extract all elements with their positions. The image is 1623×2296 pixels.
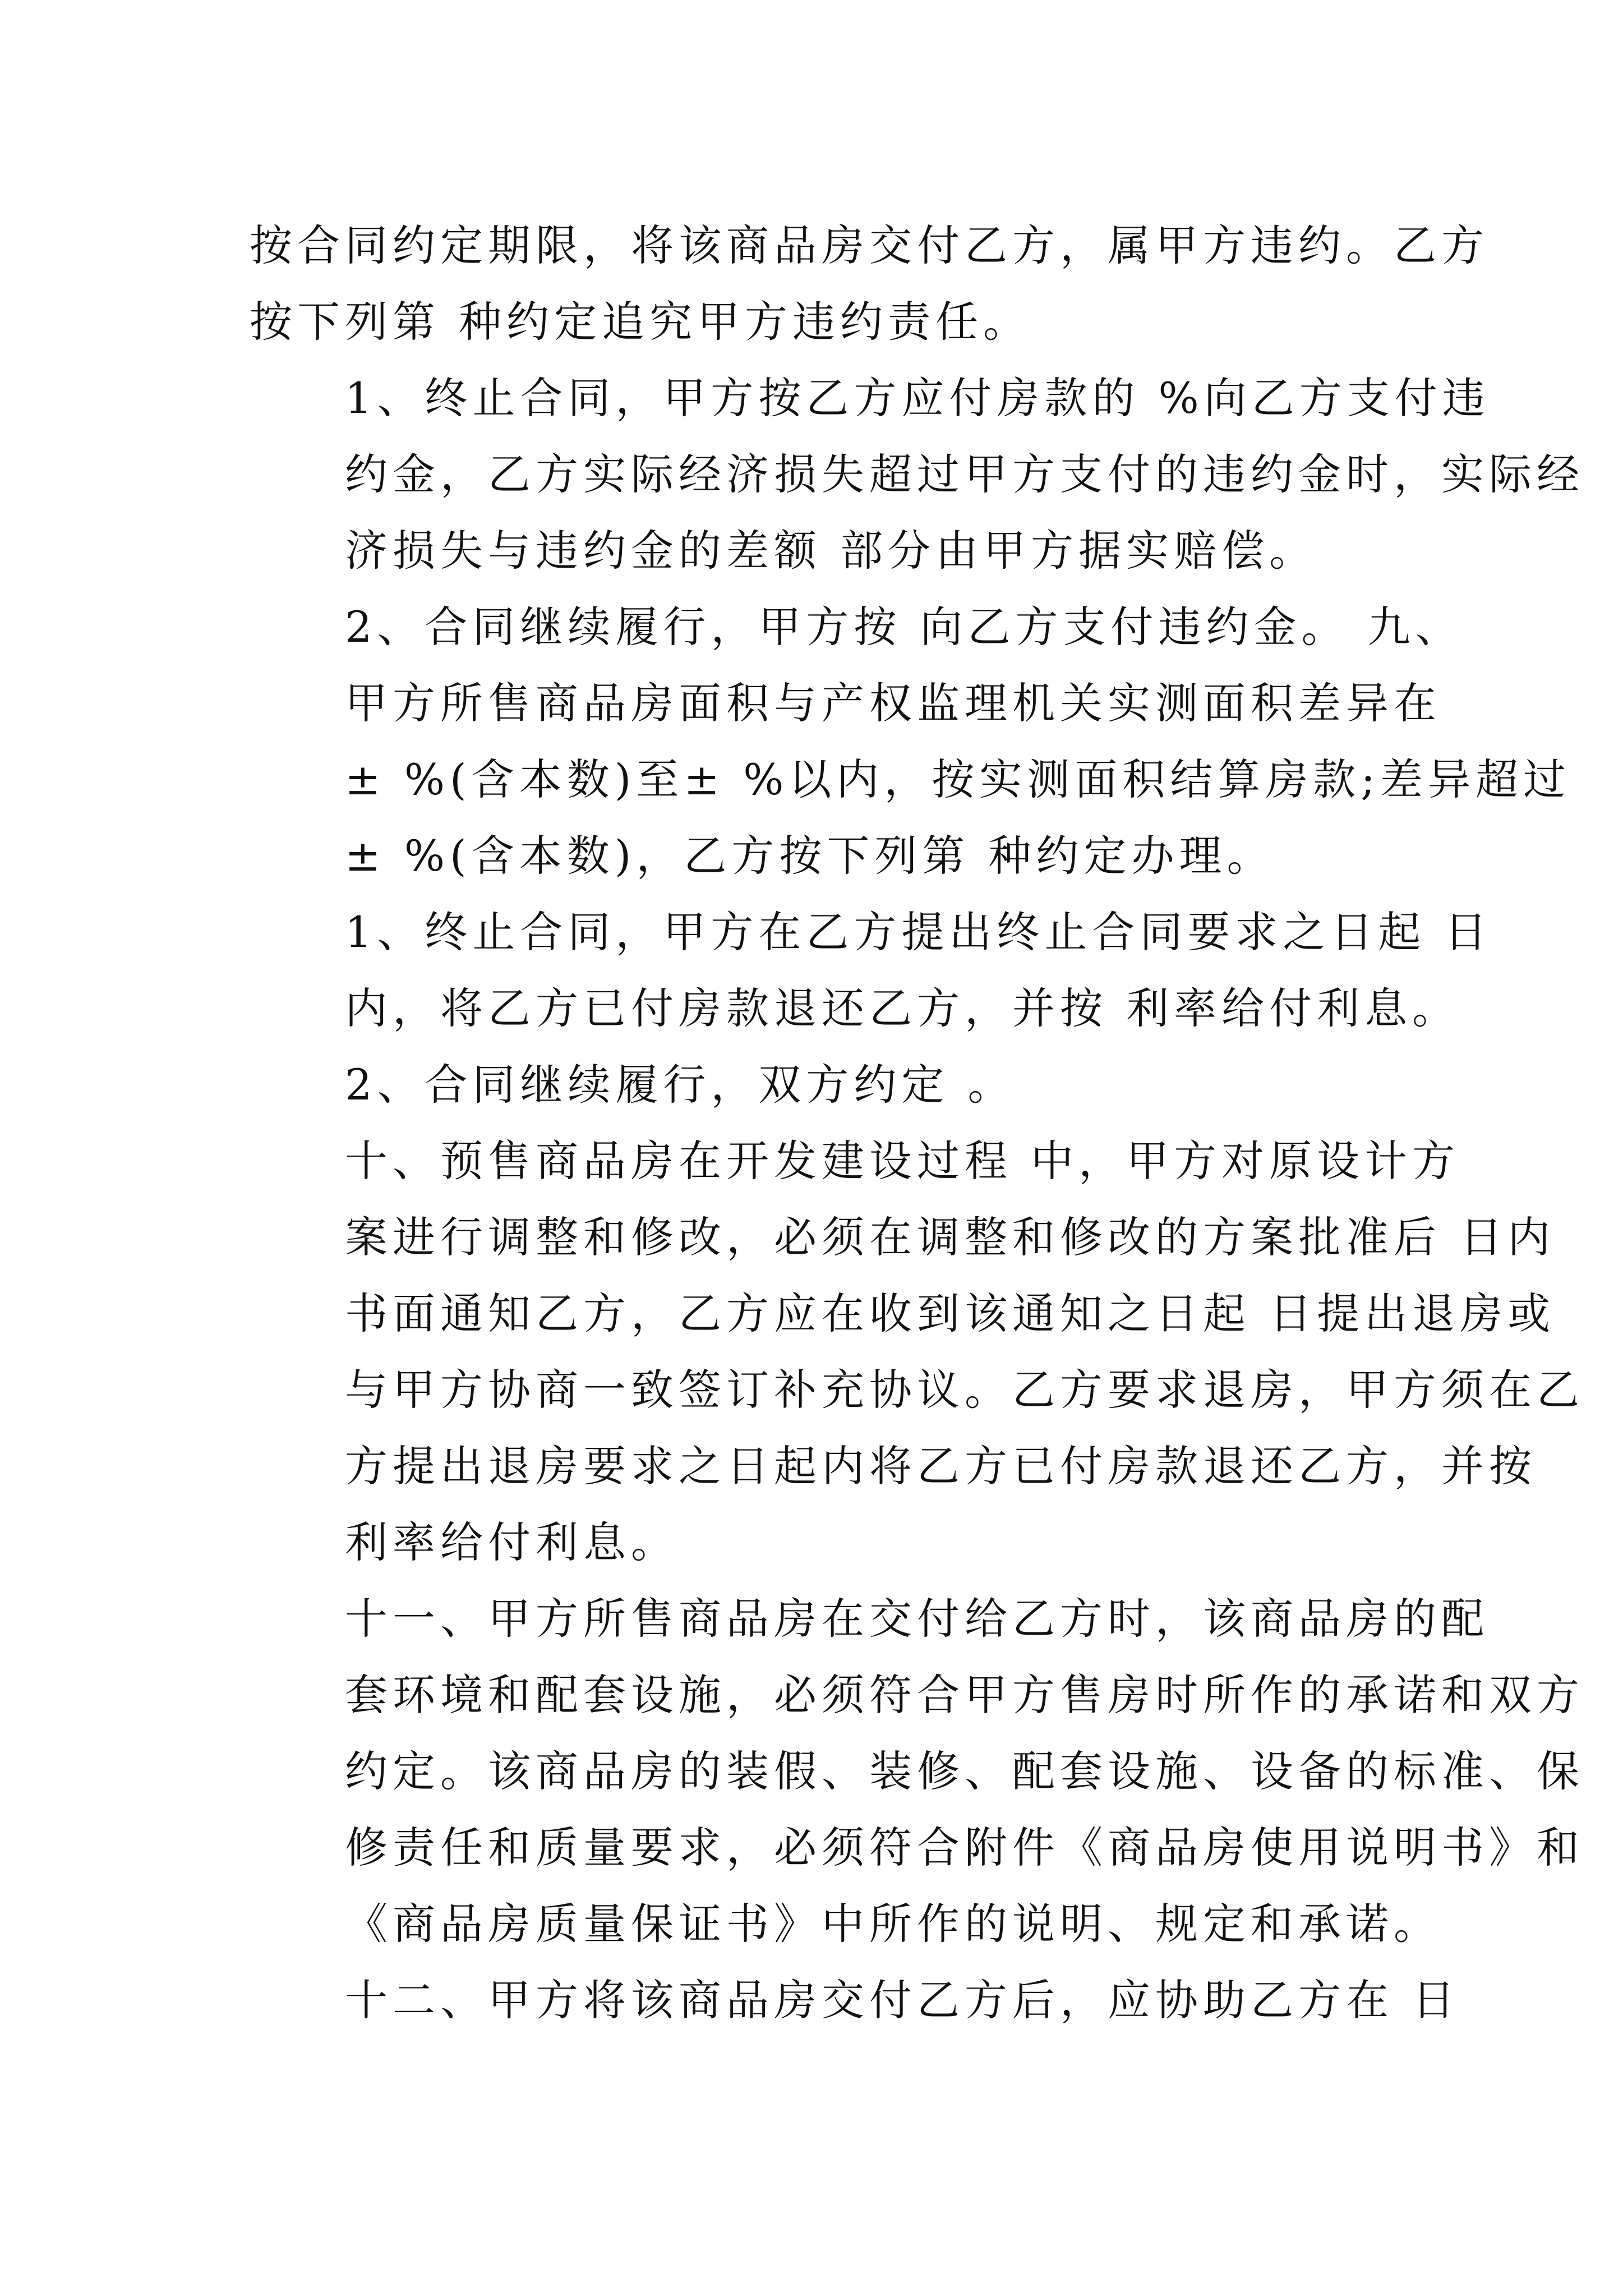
text-line: 济损失与违约金的差额 部分由甲方据实赔偿。 bbox=[345, 526, 1317, 576]
text-line: 2、合同继续履行，双方约定 。 bbox=[345, 1060, 1016, 1110]
text-line: 约金，乙方实际经济损失超过甲方支付的违约金时，实际经 bbox=[345, 449, 1584, 499]
document-body bbox=[250, 208, 1584, 2039]
text-line: 约定。该商品房的装假、装修、配套设施、设备的标准、保 bbox=[345, 1746, 1584, 1796]
paragraph-terminate-refund bbox=[250, 894, 1492, 1047]
text-line: 按合同约定期限，将该商品房交付乙方，属甲方违约。乙方 bbox=[250, 220, 1489, 270]
text-line: ± %(含本数)至± %以内，按实测面积结算房款;差异超过 bbox=[345, 754, 1571, 804]
text-line: 利率给付利息。 bbox=[345, 1517, 679, 1567]
text-line: 案进行调整和修改，必须在调整和修改的方案批准后 日内 bbox=[345, 1212, 1556, 1262]
text-line: 按下列第 种约定追究甲方违约责任。 bbox=[250, 297, 1031, 347]
text-line: ± %(含本数)，乙方按下列第 种约定办理。 bbox=[345, 831, 1275, 881]
text-line: 与甲方协商一致签订补充协议。乙方要求退房，甲方须在乙 bbox=[345, 1365, 1584, 1415]
paragraph-clause-12-handover bbox=[250, 1962, 1460, 2039]
paragraph-breach-intro bbox=[250, 208, 1489, 360]
text-line: 套环境和配套设施，必须符合甲方售房时所作的承诺和双方 bbox=[345, 1670, 1584, 1720]
text-line: 1、终止合同，甲方按乙方应付房款的 %向乙方支付违 bbox=[345, 373, 1490, 423]
paragraph-clause-11-facilities bbox=[250, 1581, 1584, 1962]
paragraph-clause-10-design-change bbox=[250, 1123, 1584, 1581]
text-line: 方提出退房要求之日起内将乙方已付房款退还乙方，并按 bbox=[345, 1441, 1537, 1491]
text-line: 1、终止合同，甲方在乙方提出终止合同要求之日起 日 bbox=[345, 907, 1492, 957]
paragraph-terminate-penalty bbox=[250, 360, 1584, 589]
text-line: 书面通知乙方，乙方应在收到该通知之日起 日提出退房或 bbox=[345, 1289, 1556, 1338]
text-line: 十二、甲方将该商品房交付乙方后，应协助乙方在 日 bbox=[345, 1975, 1460, 2025]
text-line: 《商品房质量保证书》中所作的说明、规定和承诺。 bbox=[345, 1899, 1441, 1949]
text-line: 十一、甲方所售商品房在交付给乙方时，该商品房的配 bbox=[345, 1594, 1489, 1644]
text-line: 甲方所售商品房面积与产权监理机关实测面积差异在 bbox=[345, 678, 1441, 728]
paragraph-continue-agreement bbox=[250, 1047, 1388, 1123]
text-line: 十、预售商品房在开发建设过程 中，甲方对原设计方 bbox=[345, 1136, 1460, 1186]
text-line: 修责任和质量要求，必须符合附件《商品房使用说明书》和 bbox=[345, 1823, 1584, 1872]
text-line: 内，将乙方已付房款退还乙方，并按 利率给付利息。 bbox=[345, 983, 1460, 1033]
text-line: 2、合同继续履行，甲方按 向乙方支付违约金。 九、 bbox=[345, 602, 1463, 652]
paragraph-continue-area-difference bbox=[250, 589, 1571, 894]
